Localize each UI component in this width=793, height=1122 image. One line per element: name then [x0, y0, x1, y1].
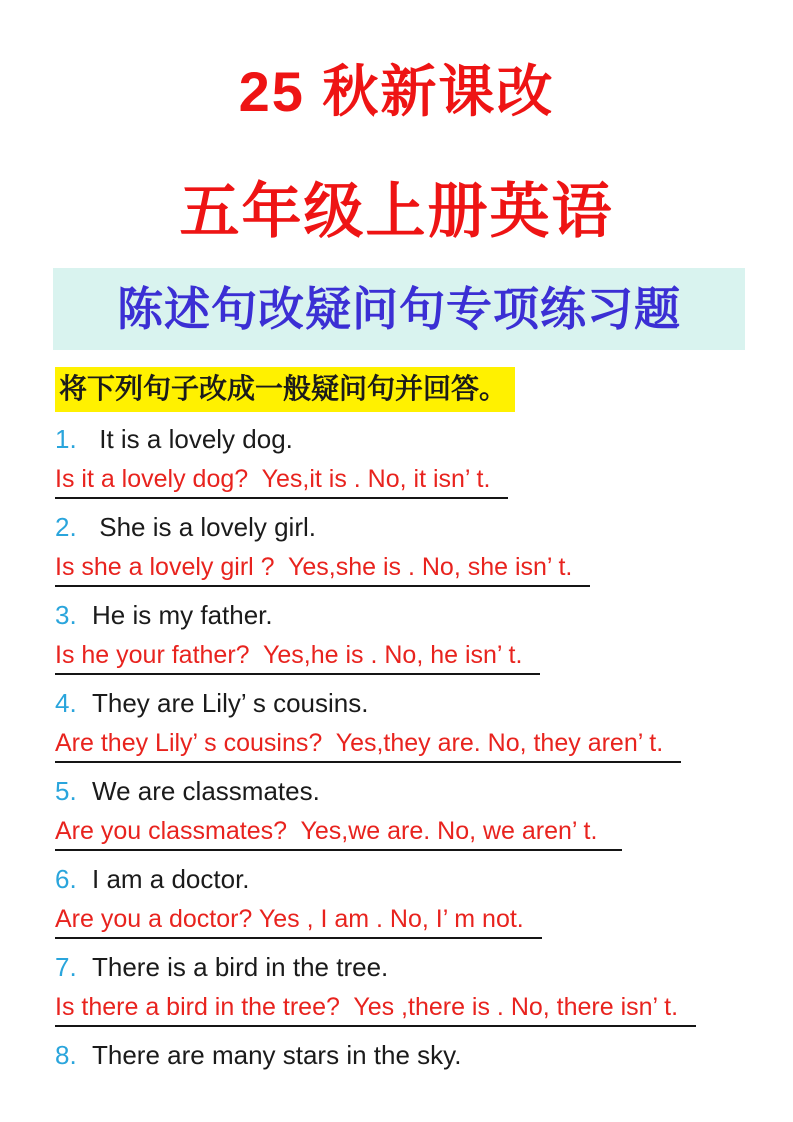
question-text: I am a doctor. — [92, 864, 250, 894]
answer-line — [55, 906, 753, 939]
exercise-item — [55, 689, 753, 763]
answer-text-underlined: Are they Lily’ s cousins? Yes,they are. No, they aren’ t. — [55, 730, 681, 763]
exercise-item — [55, 601, 753, 675]
exercise-list — [55, 425, 753, 1069]
answer-line — [55, 554, 753, 587]
answer-line — [55, 818, 753, 851]
question-line — [55, 425, 753, 453]
question-text: She is a lovely girl. — [92, 512, 316, 542]
answer-text-underlined: Is it a lovely dog? Yes,it is . No, it isn’ t. — [55, 466, 508, 499]
question-number: 2. — [55, 512, 77, 542]
question-text: He is my father. — [92, 600, 273, 630]
answer-line — [55, 642, 753, 675]
answer-text-underlined: Are you classmates? Yes,we are. No, we aren’ t. — [55, 818, 622, 851]
question-line — [55, 601, 753, 629]
exercise-item — [55, 865, 753, 939]
question-number: 4. — [55, 688, 77, 718]
question-text: It is a lovely dog. — [92, 424, 293, 454]
exercise-item — [55, 1041, 753, 1069]
exercise-item — [55, 953, 753, 1027]
question-number: 7. — [55, 952, 77, 982]
question-number: 1. — [55, 424, 77, 454]
question-line — [55, 865, 753, 893]
answer-line — [55, 466, 753, 499]
answer-text-underlined: Is she a lovely girl ? Yes,she is . No, she isn’ t. — [55, 554, 590, 587]
question-text: They are Lily’ s cousins. — [92, 688, 369, 718]
question-line — [55, 1041, 753, 1069]
page-title-line2: 五年级上册英语 — [179, 178, 614, 245]
question-line — [55, 953, 753, 981]
worksheet-content — [0, 350, 793, 1069]
answer-text-underlined: Are you a doctor? Yes , I am . No, I’ m not. — [55, 906, 542, 939]
question-number: 6. — [55, 864, 77, 894]
answer-text-underlined: Is there a bird in the tree? Yes ,there is . No, there isn’ t. — [55, 994, 696, 1027]
subtitle-text: 陈述句改疑问句专项练习题 — [117, 283, 681, 335]
subtitle-banner — [53, 268, 745, 350]
question-line — [55, 513, 753, 541]
instruction-highlight: 将下列句子改成一般疑问句并回答。 — [55, 367, 515, 412]
question-text: There is a bird in the tree. — [92, 952, 389, 982]
question-number: 5. — [55, 776, 77, 806]
exercise-item — [55, 425, 753, 499]
question-text: There are many stars in the sky. — [92, 1040, 462, 1070]
question-line — [55, 689, 753, 717]
page-title-line1: 25 秋新课改 — [238, 60, 555, 123]
question-number: 8. — [55, 1040, 77, 1070]
answer-text-underlined: Is he your father? Yes,he is . No, he isn’ t. — [55, 642, 540, 675]
exercise-item — [55, 513, 753, 587]
answer-line — [55, 730, 753, 763]
exercise-item — [55, 777, 753, 851]
question-number: 3. — [55, 600, 77, 630]
question-line — [55, 777, 753, 805]
question-text: We are classmates. — [92, 776, 320, 806]
answer-line — [55, 994, 753, 1027]
